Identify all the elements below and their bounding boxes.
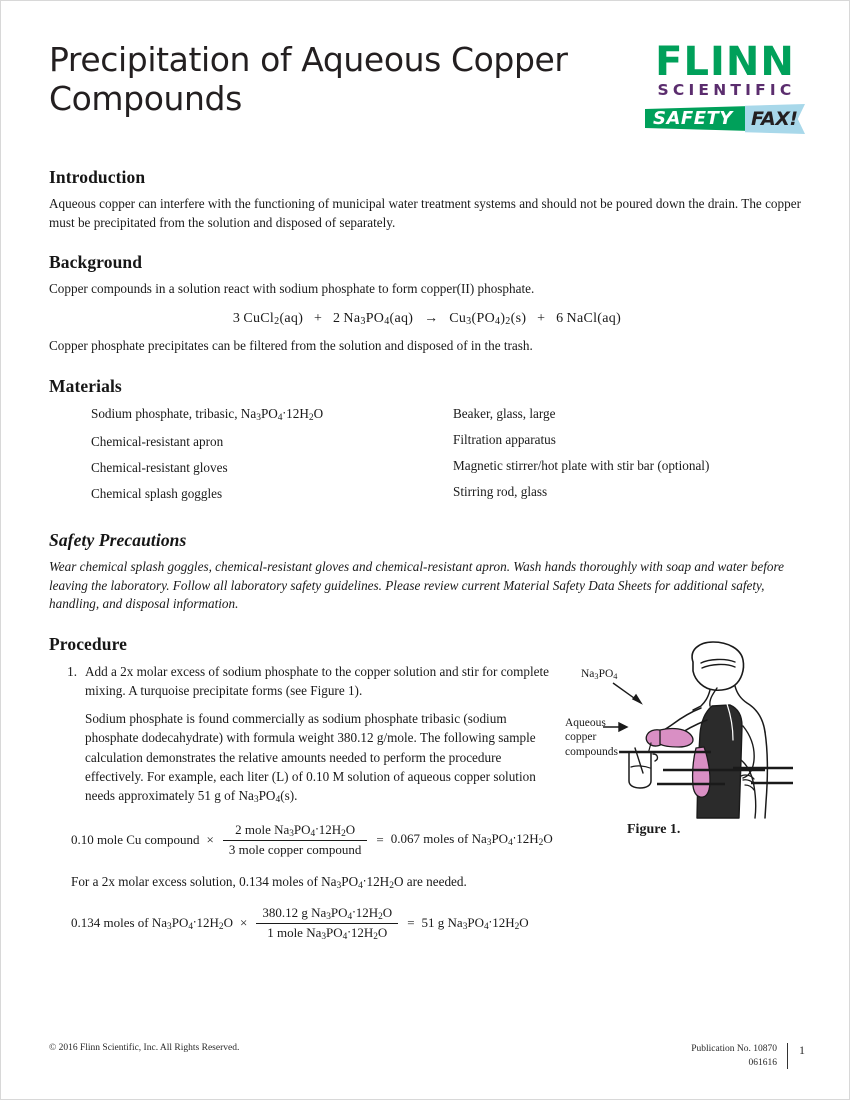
logo-brand-text: FLINN: [655, 39, 795, 85]
introduction-heading: Introduction: [49, 167, 146, 187]
figure-label-line-3: compounds: [565, 745, 619, 758]
safety-fax-banner: [645, 104, 805, 134]
calc1-numerator: 2 mole $Na_3PO_4\cdot 12H_2O$: [223, 822, 368, 841]
procedure-note: For a 2x molar excess solution, 0.134 moles of $Na_3PO_4\cdot 12H_2O$ are needed.: [71, 873, 467, 891]
page-title: Precipitation of Aqueous Copper Compounds: [49, 40, 568, 118]
figure-caption: Figure 1.: [627, 822, 681, 838]
equation-reactant-2: 2 $Na_3PO_4(aq)$: [333, 311, 414, 328]
list-item: Chemical splash goggles: [91, 485, 223, 501]
background-heading: Background: [49, 252, 143, 273]
equation-arrow: →: [424, 311, 439, 327]
calc1-equals: =: [376, 831, 384, 847]
calc1-result: 0.067 moles of $Na_3PO_4\cdot 12H_2O$: [390, 831, 553, 849]
equation-product-2: 6 NaCl(aq): [556, 311, 622, 327]
figure-label-beaker: [565, 716, 618, 759]
materials-list: [49, 404, 805, 510]
calc1-lead: 0.10 mole Cu compound: [71, 831, 200, 847]
equation-plus-2: +: [537, 311, 546, 327]
calculation-2: [71, 905, 569, 942]
list-item: Chemical-resistant apron: [91, 433, 224, 449]
safety-heading: Safety Precautions: [49, 529, 187, 550]
publication-info: [691, 1043, 787, 1071]
banner-fax-text: FAX!: [751, 108, 798, 130]
calc1-fraction: [223, 822, 368, 858]
flinn-scientific-logo: [645, 39, 805, 134]
list-item: Beaker, glass, large: [453, 406, 556, 422]
calc2-result: 51 g $Na_3PO_4\cdot 12H_2O$: [421, 914, 529, 932]
calc2-lead: 0.134 moles of $Na_3PO_4\cdot 12H_2O$: [71, 914, 233, 932]
calc2-numerator: 380.12 g $Na_3PO_4\cdot 12H_2O$: [256, 905, 398, 924]
background-intro-text: Copper compounds in a solution react with sodium phosphate to form copper(II) phosphate.: [49, 281, 535, 297]
safety-text: Wear chemical splash goggles, chemical-resistant gloves and chemical-resistant apron. Wash hands thoroughly with soap and water before leaving the laboratory. Follow all laboratory safety guidelines. Please review current Material Safety Data Sheets for additional safety, handling, and disposal information.: [49, 558, 785, 612]
figure-label-reagent: $Na_3PO_4$: [581, 668, 618, 681]
calc1-times: ×: [206, 831, 214, 847]
step-number: 1.: [67, 664, 77, 680]
document-header: [49, 39, 805, 151]
calc2-times: ×: [239, 915, 248, 931]
figure-1: [565, 640, 811, 840]
list-item: Magnetic stirrer/hot plate with stir bar (optional): [453, 458, 710, 474]
publication-number: Publication No. 10870: [691, 1044, 777, 1054]
banner-safety-text: SAFETY: [653, 108, 733, 129]
chemical-equation: [49, 311, 805, 327]
calc1-denominator: 3 mole copper compound: [228, 841, 362, 857]
page-number: 1: [787, 1043, 805, 1069]
page-footer: [49, 1043, 805, 1071]
background-outro-text: Copper phosphate precipitates can be filtered from the solution and disposed of in the trash.: [49, 338, 533, 354]
equation-product-1: $Cu_3(PO_4)_2(s)$: [449, 311, 527, 328]
section-materials: [49, 376, 805, 510]
step-text: Add a 2x molar excess of sodium phosphate to the copper solution and stir for complete mixing. A turquoise precipitate forms (see Figure 1).: [85, 664, 550, 699]
introduction-text: Aqueous copper can interfere with the functioning of municipal water treatment systems and should not be poured down the drain. The copper must be precipitated from the solution and disposed of separately.: [49, 196, 801, 230]
list-item: Stirring rod, glass: [453, 484, 548, 500]
list-item: Sodium phosphate, tribasic, $Na_3PO_4\cdot 12H_2O$: [91, 406, 324, 424]
equation-plus-1: +: [314, 311, 323, 327]
figure-label-line-1: Aqueous: [565, 717, 606, 730]
equation-reactant-1: 3 CuCl$_2$(aq): [232, 311, 304, 328]
calculation-1: [71, 822, 569, 858]
calc2-denominator: 1 mole $Na_3PO_4\cdot 12H_2O$: [267, 924, 388, 942]
list-item: Chemical-resistant gloves: [91, 459, 228, 475]
calc2-equals: =: [407, 915, 415, 931]
page-content: [49, 39, 805, 942]
materials-heading: Materials: [49, 376, 122, 397]
logo-subtitle-text: SCIENTIFIC: [657, 81, 796, 100]
section-background: [49, 252, 805, 356]
procedure-explanation: Sodium phosphate is found commercially as sodium phosphate tribasic (sodium phosphate dodecahydrate) with formula weight 380.12 g/mole. The following sample calculation demonstrates the relative amounts needed to perform the procedure effectively. For example, each liter (L) of 0.10 M solution of aqueous copper solution needs approximately 51 g of $Na_3PO_4(s)$.: [85, 711, 536, 805]
procedure-step-1: [49, 662, 569, 700]
copyright-text: © 2016 Flinn Scientific, Inc. All Rights Reserved.: [49, 1043, 240, 1053]
section-safety-precautions: [49, 530, 805, 614]
procedure-heading: Procedure: [49, 634, 128, 655]
procedure-body: [49, 662, 569, 942]
publication-date-code: 061616: [748, 1057, 777, 1068]
materials-column-left: [91, 404, 443, 510]
list-item: Filtration apparatus: [453, 432, 556, 448]
section-introduction: [49, 167, 805, 232]
section-procedure: [49, 634, 805, 942]
footer-right-group: [691, 1043, 805, 1071]
figure-label-line-2: copper: [565, 731, 597, 744]
materials-column-right: [443, 404, 805, 510]
calc2-fraction: [256, 905, 398, 942]
